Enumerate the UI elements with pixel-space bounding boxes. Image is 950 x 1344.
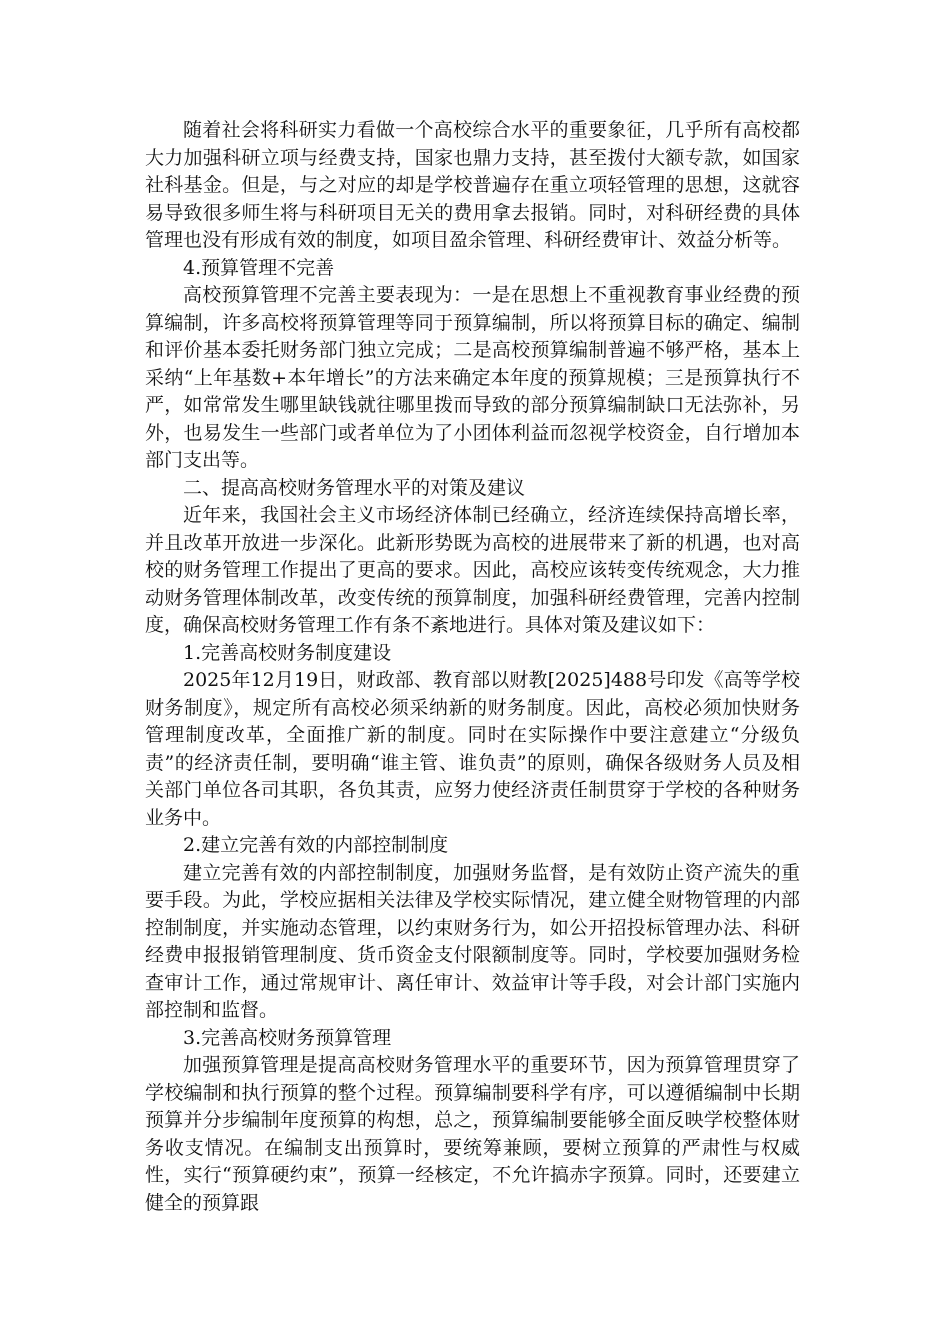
section-heading: 二、提高高校财务管理水平的对策及建议 — [183, 476, 526, 499]
paragraph: 加强预算管理是提高高校财务管理水平的重要环节，因为预算管理贯穿了学校编制和执行预算的整个过程。预算编制要科学有序，可以遵循编制中长期预算并分步编制年度预算的构想，总之，预算编制要能够全面反映学校整体财务收支情况。在编制支出预算时，要统筹兼顾，要树立预算的严肃性与权威性，实行“预算硬约束”，预算一经核定，不允许搞赤字预算。同时，还要建立健全的预算跟 — [145, 1054, 800, 1214]
paragraph: 建立完善有效的内部控制制度，加强财务监督，是有效防止资产流失的重要手段。为此，学校应据相关法律及学校实际情况，建立健全财物管理的内部控制制度，并实施动态管理，以约束财务行为，如公开招投标管理办法、科研经费申报报销管理制度、货币资金支付限额制度等。同时，学校要加强财务检查审计工作，通过常规审计、离任审计、效益审计等手段，对会计部门实施内部控制和监督。 — [145, 861, 800, 1021]
paragraph: 近年来，我国社会主义市场经济体制已经确立，经济连续保持高增长率，并且改革开放进一步深化。此新形势既为高校的进展带来了新的机遇，也对高校的财务管理工作提出了更高的要求。因此，高校应该转变传统观念，大力推动财务管理体制改革，改变传统的预算制度，加强科研经费管理，完善内控制度，确保高校财务管理工作有条不紊地进行。具体对策及建议如下： — [145, 504, 800, 636]
paragraph: 随着社会将科研实力看做一个高校综合水平的重要象征，几乎所有高校都大力加强科研立项与经费支持，国家也鼎力支持，甚至拨付大额专款，如国家社科基金。但是，与之对应的却是学校普遍存在重立项轻管理的思想，这就容易导致很多师生将与科研项目无关的费用拿去报销。同时，对科研经费的具体管理也没有形成有效的制度，如项目盈余管理、科研经费审计、效益分析等。 — [145, 119, 800, 251]
section-heading: 1.完善高校财务制度建设 — [183, 641, 392, 664]
section-heading: 3.完善高校财务预算管理 — [183, 1026, 392, 1049]
section-heading: 4.预算管理不完善 — [183, 256, 335, 279]
paragraph: 高校预算管理不完善主要表现为：一是在思想上不重视教育事业经费的预算编制，许多高校将预算管理等同于预算编制，所以将预算目标的确定、编制和评价基本委托财务部门独立完成；二是高校预算编制普遍不够严格，基本上采纳“上年基数+本年增长”的方法来确定本年度的预算规模；三是预算执行不严，如常常发生哪里缺钱就往哪里拨而导致的部分预算编制缺口无法弥补，另外，也易发生一些部门或者单位为了小团体利益而忽视学校资金，自行增加本部门支出等。 — [145, 284, 800, 471]
paragraph: 2025年12月19日，财政部、教育部以财教[2025]488号印发《高等学校财务制度》，规定所有高校必须采纳新的财务制度。因此，高校必须加快财务管理制度改革，全面推广新的制度。同时在实际操作中要注意建立“分级负责”的经济责任制，要明确“谁主管、谁负责”的原则，确保各级财务人员及相关部门单位各司其职，各负其责，应努力使经济责任制贯穿于学校的各种财务业务中。 — [145, 669, 800, 829]
section-heading: 2.建立完善有效的内部控制制度 — [183, 834, 449, 856]
document-body — [145, 117, 800, 1217]
